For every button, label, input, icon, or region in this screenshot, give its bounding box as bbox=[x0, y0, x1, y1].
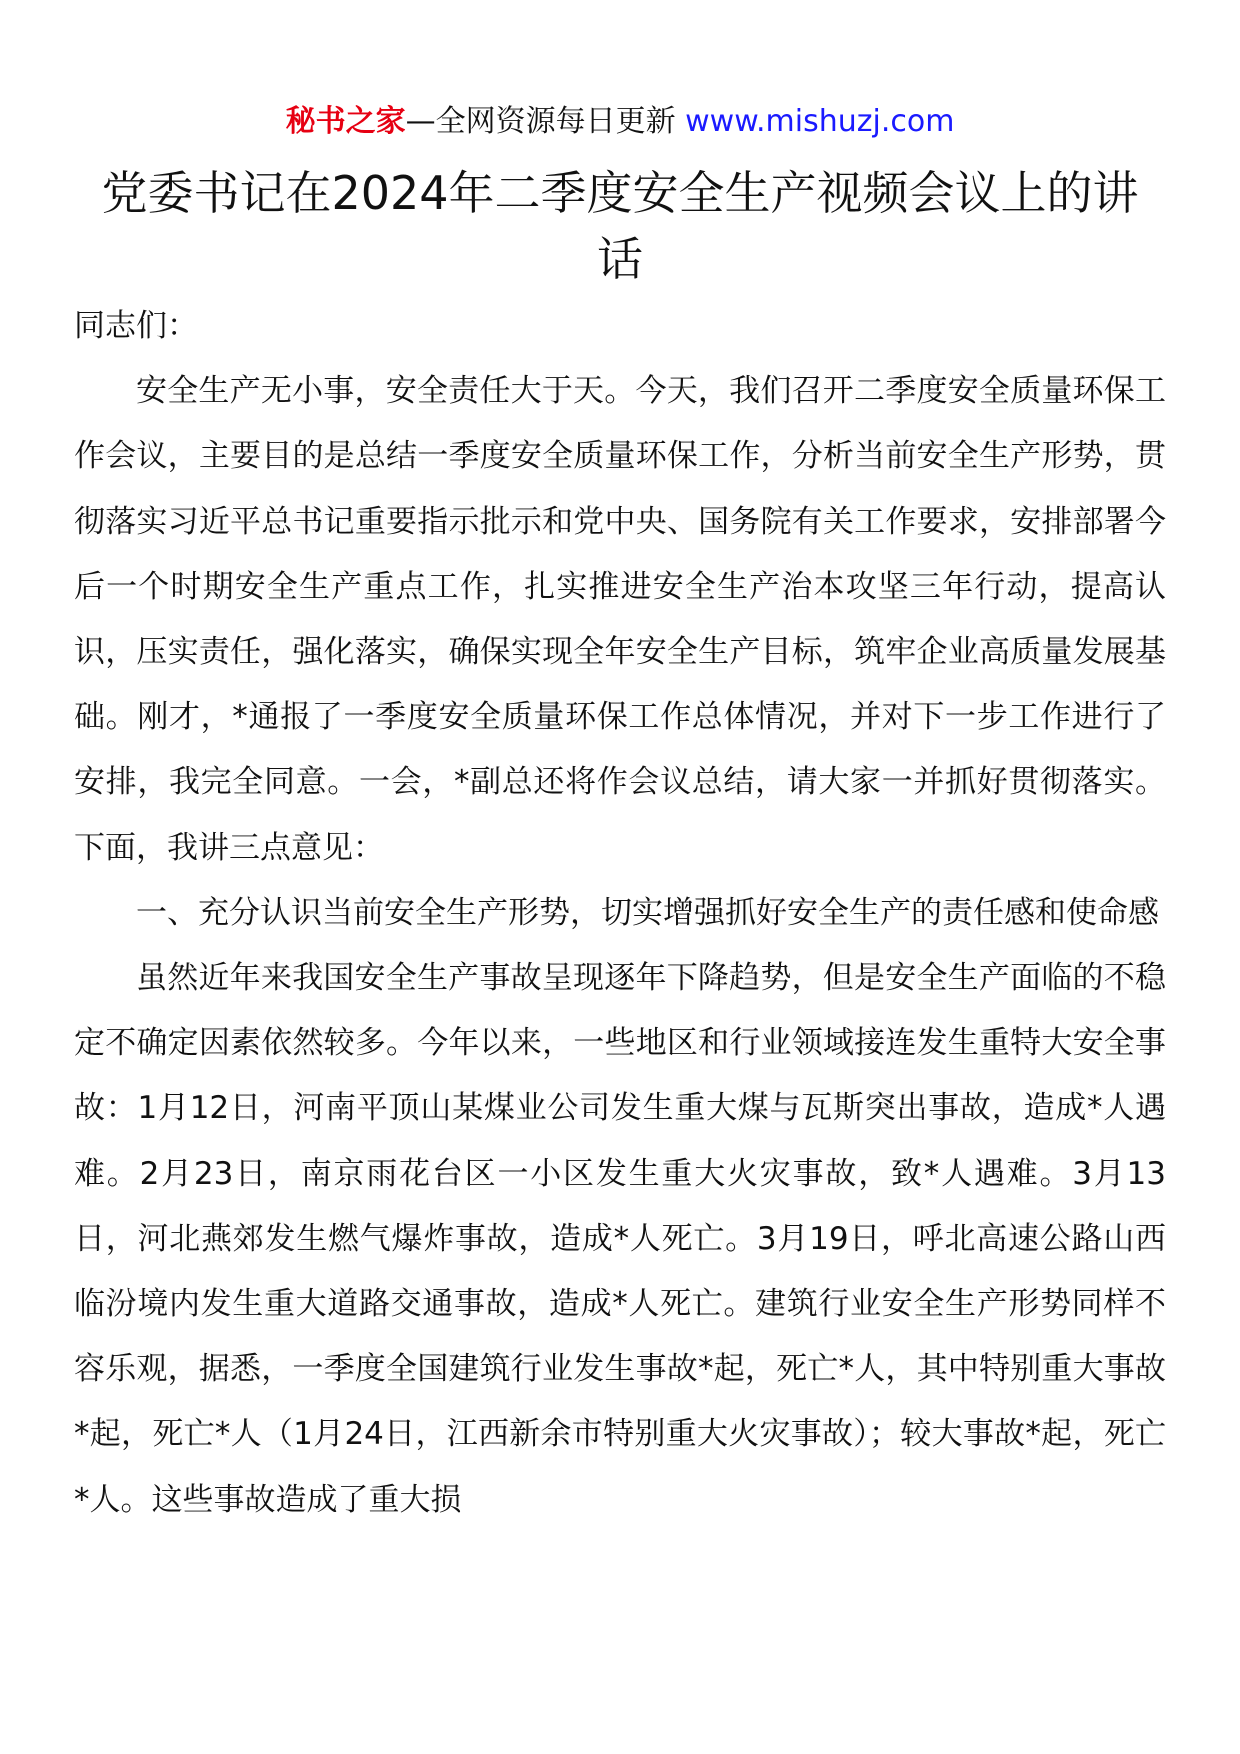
paragraph: 虽然近年来我国安全生产事故呈现逐年下降趋势，但是安全生产面临的不稳定不确定因素依然较多。今年以来，一些地区和行业领域接连发生重特大安全事故：1月12日，河南平顶山某煤业公司发生重大煤与瓦斯突出事故，造成*人遇难。2月23日，南京雨花台区一小区发生重大火灾事故，致*人遇难。3月13日，河北燕郊发生燃气爆炸事故，造成*人死亡。3月19日，呼北高速公路山西临汾境内发生重大道路交通事故，造成*人死亡。建筑行业安全生产形势同样不容乐观，据悉，一季度全国建筑行业发生事故*起，死亡*人，其中特别重大事故*起，死亡*人（1月24日，江西新余市特别重大火灾事故）；较大事故*起，死亡*人。这些事故造成了重大损 bbox=[74, 960, 1166, 1518]
paragraph: 安全生产无小事，安全责任大于天。今天，我们召开二季度安全质量环保工作会议，主要目的是总结一季度安全质量环保工作，分析当前安全生产形势，贯彻落实习近平总书记重要指示批示和党中央、国务院有关工作要求，安排部署今后一个时期安全生产重点工作，扎实推进安全生产治本攻坚三年行动，提高认识，压实责任，强化落实，确保实现全年安全生产目标，筑牢企业高质量发展基础。刚才，*通报了一季度安全质量环保工作总体情况，并对下一步工作进行了安排，我完全同意。一会，*副总还将作会议总结，请大家一并抓好贯彻落实。下面，我讲三点意见： bbox=[74, 373, 1166, 866]
document-body bbox=[74, 294, 1166, 1533]
document-title: 党委书记在2024年二季度安全生产视频会议上的讲话 bbox=[101, 166, 1139, 286]
watermark-header bbox=[0, 100, 1240, 144]
header-tagline: —全网资源每日更新 bbox=[405, 104, 686, 139]
site-link[interactable]: www.mishuzj.com bbox=[685, 104, 955, 139]
brand-name: 秘书之家 bbox=[285, 104, 406, 139]
section-heading: 一、充分认识当前安全生产形势，切实增强抓好安全生产的责任感和使命感 bbox=[136, 894, 1159, 931]
salutation: 同志们： bbox=[74, 308, 198, 344]
